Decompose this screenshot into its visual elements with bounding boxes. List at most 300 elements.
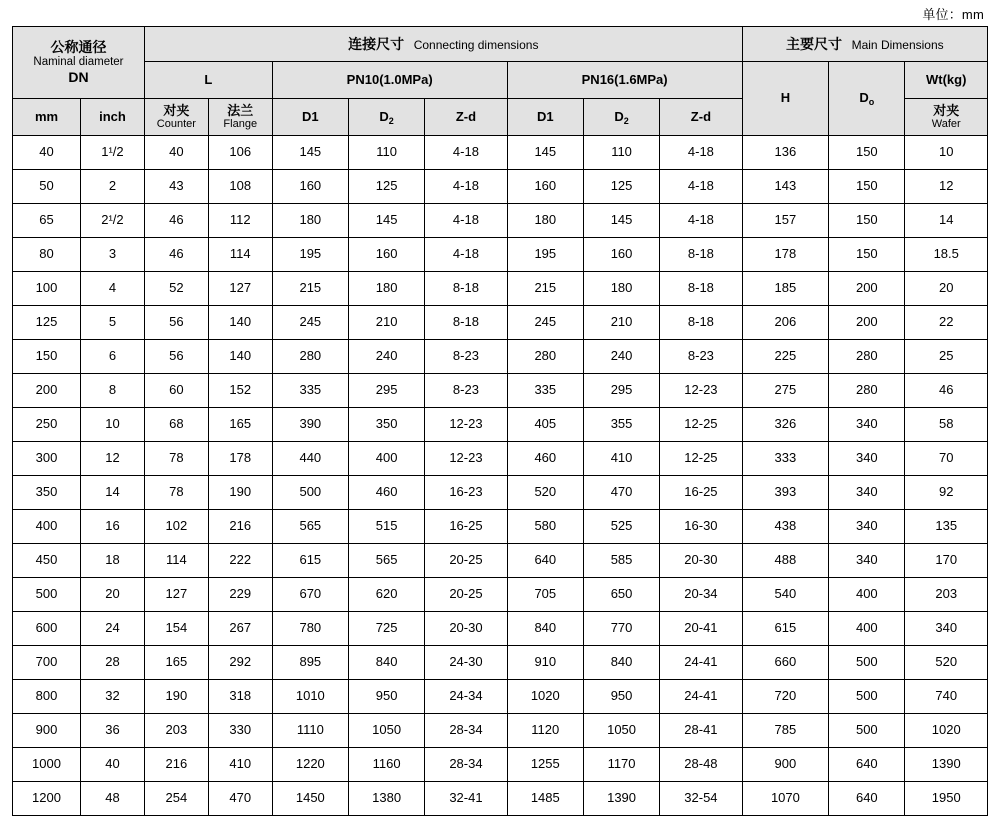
cell-flange: 410 (208, 748, 272, 782)
cell-h: 540 (742, 578, 829, 612)
cell-inch: 6 (81, 340, 145, 374)
header-weight: Wt(kg) (905, 62, 988, 99)
header-pn16: PN16(1.6MPa) (507, 62, 742, 99)
header-flange (208, 99, 272, 136)
table-row (13, 782, 988, 816)
cell-h: 438 (742, 510, 829, 544)
cell-p10-zd: 20-25 (425, 544, 507, 578)
cell-p10-d1: 1450 (272, 782, 348, 816)
cell-d0: 400 (829, 612, 905, 646)
cell-d0: 340 (829, 544, 905, 578)
header-main-en: Main Dimensions (851, 37, 944, 52)
cell-p10-d2: 125 (348, 170, 424, 204)
cell-inch: 28 (81, 646, 145, 680)
cell-p10-d2: 840 (348, 646, 424, 680)
cell-wt: 12 (905, 170, 988, 204)
cell-p10-zd: 16-25 (425, 510, 507, 544)
cell-p16-d2: 950 (583, 680, 659, 714)
cell-wt: 170 (905, 544, 988, 578)
cell-inch: 32 (81, 680, 145, 714)
cell-d0: 640 (829, 748, 905, 782)
table-row (13, 544, 988, 578)
table-row (13, 306, 988, 340)
cell-p16-d2: 525 (583, 510, 659, 544)
cell-d0: 640 (829, 782, 905, 816)
cell-p10-d1: 440 (272, 442, 348, 476)
cell-inch: 18 (81, 544, 145, 578)
cell-flange: 470 (208, 782, 272, 816)
cell-p16-d2: 470 (583, 476, 659, 510)
cell-p16-d1: 705 (507, 578, 583, 612)
header-pn16-zd: Z-d (660, 99, 742, 136)
cell-p10-d2: 160 (348, 238, 424, 272)
header-pn16-d1: D1 (507, 99, 583, 136)
cell-p16-zd: 8-18 (660, 272, 742, 306)
cell-p10-d1: 615 (272, 544, 348, 578)
cell-p16-zd: 8-23 (660, 340, 742, 374)
cell-p16-zd: 16-30 (660, 510, 742, 544)
header-l: L (144, 62, 272, 99)
cell-flange: 178 (208, 442, 272, 476)
table-row (13, 204, 988, 238)
table-row (13, 646, 988, 680)
cell-h: 185 (742, 272, 829, 306)
cell-wt: 58 (905, 408, 988, 442)
cell-p16-d1: 335 (507, 374, 583, 408)
cell-flange: 106 (208, 136, 272, 170)
cell-p10-d1: 180 (272, 204, 348, 238)
cell-wt: 1950 (905, 782, 988, 816)
cell-h: 157 (742, 204, 829, 238)
cell-d0: 150 (829, 204, 905, 238)
cell-p16-d1: 1120 (507, 714, 583, 748)
cell-h: 1070 (742, 782, 829, 816)
cell-mm: 100 (13, 272, 81, 306)
table-header (13, 27, 988, 136)
dimensions-table (12, 26, 988, 816)
cell-p16-d1: 145 (507, 136, 583, 170)
cell-p10-d2: 460 (348, 476, 424, 510)
cell-inch: 5 (81, 306, 145, 340)
cell-d0: 340 (829, 510, 905, 544)
cell-flange: 330 (208, 714, 272, 748)
cell-p16-d2: 1390 (583, 782, 659, 816)
cell-p16-zd: 20-34 (660, 578, 742, 612)
cell-wt: 46 (905, 374, 988, 408)
cell-p16-d2: 770 (583, 612, 659, 646)
cell-h: 178 (742, 238, 829, 272)
cell-counter: 56 (144, 340, 208, 374)
cell-mm: 350 (13, 476, 81, 510)
cell-p10-zd: 4-18 (425, 170, 507, 204)
cell-wt: 135 (905, 510, 988, 544)
cell-counter: 78 (144, 442, 208, 476)
cell-flange: 292 (208, 646, 272, 680)
cell-inch: 48 (81, 782, 145, 816)
cell-counter: 190 (144, 680, 208, 714)
cell-p16-d1: 215 (507, 272, 583, 306)
cell-p10-d1: 245 (272, 306, 348, 340)
cell-mm: 450 (13, 544, 81, 578)
cell-p16-d2: 410 (583, 442, 659, 476)
cell-counter: 102 (144, 510, 208, 544)
cell-p10-d1: 895 (272, 646, 348, 680)
table-row (13, 748, 988, 782)
cell-p16-d1: 1255 (507, 748, 583, 782)
cell-inch: 4 (81, 272, 145, 306)
cell-flange: 165 (208, 408, 272, 442)
cell-p10-d2: 240 (348, 340, 424, 374)
cell-wt: 22 (905, 306, 988, 340)
cell-p16-zd: 24-41 (660, 680, 742, 714)
header-nominal-diameter-en: Naminal diameter (33, 55, 124, 68)
header-main-cn: 主要尺寸 (785, 35, 842, 52)
cell-p10-d2: 295 (348, 374, 424, 408)
cell-p16-d1: 520 (507, 476, 583, 510)
cell-p10-d2: 725 (348, 612, 424, 646)
cell-p10-d2: 145 (348, 204, 424, 238)
cell-p16-d1: 280 (507, 340, 583, 374)
cell-mm: 500 (13, 578, 81, 612)
cell-flange: 216 (208, 510, 272, 544)
cell-p16-zd: 12-25 (660, 408, 742, 442)
table-row (13, 408, 988, 442)
cell-p10-d2: 180 (348, 272, 424, 306)
cell-h: 136 (742, 136, 829, 170)
cell-p16-zd: 16-25 (660, 476, 742, 510)
cell-mm: 1200 (13, 782, 81, 816)
cell-mm: 600 (13, 612, 81, 646)
cell-p16-d1: 195 (507, 238, 583, 272)
cell-p10-d1: 670 (272, 578, 348, 612)
cell-p10-zd: 8-18 (425, 306, 507, 340)
cell-p16-zd: 32-54 (660, 782, 742, 816)
cell-counter: 46 (144, 238, 208, 272)
cell-p10-d2: 1160 (348, 748, 424, 782)
cell-inch: 2 (81, 170, 145, 204)
cell-d0: 150 (829, 238, 905, 272)
cell-flange: 152 (208, 374, 272, 408)
cell-mm: 1000 (13, 748, 81, 782)
cell-mm: 900 (13, 714, 81, 748)
cell-p10-d2: 210 (348, 306, 424, 340)
cell-p16-zd: 12-23 (660, 374, 742, 408)
cell-counter: 68 (144, 408, 208, 442)
cell-p16-d2: 110 (583, 136, 659, 170)
cell-p10-d1: 390 (272, 408, 348, 442)
cell-mm: 200 (13, 374, 81, 408)
cell-inch: 24 (81, 612, 145, 646)
header-mm: mm (13, 99, 81, 136)
cell-flange: 229 (208, 578, 272, 612)
cell-p16-d2: 295 (583, 374, 659, 408)
table-row (13, 612, 988, 646)
cell-p10-d1: 500 (272, 476, 348, 510)
cell-p16-d1: 160 (507, 170, 583, 204)
cell-flange: 140 (208, 306, 272, 340)
cell-d0: 150 (829, 170, 905, 204)
cell-p16-zd: 4-18 (660, 136, 742, 170)
header-pn10-zd: Z-d (425, 99, 507, 136)
cell-p10-d1: 780 (272, 612, 348, 646)
cell-wt: 18.5 (905, 238, 988, 272)
cell-mm: 400 (13, 510, 81, 544)
cell-wt: 10 (905, 136, 988, 170)
cell-p16-d1: 405 (507, 408, 583, 442)
cell-p10-zd: 12-23 (425, 442, 507, 476)
cell-counter: 52 (144, 272, 208, 306)
cell-inch: 2¹/2 (81, 204, 145, 238)
cell-counter: 78 (144, 476, 208, 510)
cell-mm: 125 (13, 306, 81, 340)
cell-counter: 46 (144, 204, 208, 238)
header-main-dimensions (742, 27, 987, 62)
header-wafer-en: Wafer (931, 118, 961, 131)
cell-p10-d2: 565 (348, 544, 424, 578)
header-connecting-cn: 连接尺寸 (348, 35, 405, 52)
cell-p16-d1: 580 (507, 510, 583, 544)
cell-p10-d1: 1110 (272, 714, 348, 748)
cell-p10-zd: 28-34 (425, 748, 507, 782)
cell-mm: 50 (13, 170, 81, 204)
cell-counter: 114 (144, 544, 208, 578)
table-row (13, 238, 988, 272)
cell-inch: 40 (81, 748, 145, 782)
cell-p10-zd: 4-18 (425, 136, 507, 170)
header-nominal-diameter (13, 27, 145, 99)
cell-inch: 16 (81, 510, 145, 544)
cell-h: 785 (742, 714, 829, 748)
table-row (13, 578, 988, 612)
cell-p10-d1: 1220 (272, 748, 348, 782)
table-row (13, 714, 988, 748)
cell-wt: 1020 (905, 714, 988, 748)
table-row (13, 476, 988, 510)
cell-d0: 200 (829, 306, 905, 340)
cell-counter: 56 (144, 306, 208, 340)
cell-flange: 267 (208, 612, 272, 646)
header-counter (144, 99, 208, 136)
cell-h: 660 (742, 646, 829, 680)
cell-inch: 12 (81, 442, 145, 476)
cell-p10-zd: 12-23 (425, 408, 507, 442)
cell-p10-zd: 24-30 (425, 646, 507, 680)
cell-h: 488 (742, 544, 829, 578)
cell-p10-zd: 16-23 (425, 476, 507, 510)
cell-p16-zd: 8-18 (660, 238, 742, 272)
cell-p10-d2: 110 (348, 136, 424, 170)
cell-d0: 280 (829, 374, 905, 408)
header-nominal-diameter-abbr: DN (68, 69, 89, 86)
cell-p10-d1: 565 (272, 510, 348, 544)
cell-inch: 3 (81, 238, 145, 272)
cell-p16-zd: 28-41 (660, 714, 742, 748)
header-wafer (905, 99, 988, 136)
header-pn10-d2: $D_2$ (348, 99, 424, 136)
cell-flange: 112 (208, 204, 272, 238)
cell-counter: 40 (144, 136, 208, 170)
table-row (13, 136, 988, 170)
header-connecting-dimensions (144, 27, 742, 62)
table-row (13, 374, 988, 408)
cell-p16-d1: 1485 (507, 782, 583, 816)
cell-p16-d2: 585 (583, 544, 659, 578)
header-flange-en: Flange (223, 118, 258, 131)
cell-mm: 150 (13, 340, 81, 374)
cell-d0: 340 (829, 408, 905, 442)
cell-h: 326 (742, 408, 829, 442)
cell-p16-d2: 355 (583, 408, 659, 442)
cell-p10-zd: 4-18 (425, 204, 507, 238)
cell-d0: 150 (829, 136, 905, 170)
cell-inch: 36 (81, 714, 145, 748)
table-row (13, 272, 988, 306)
cell-h: 275 (742, 374, 829, 408)
cell-p16-d1: 245 (507, 306, 583, 340)
cell-h: 720 (742, 680, 829, 714)
cell-p10-d1: 280 (272, 340, 348, 374)
cell-d0: 340 (829, 476, 905, 510)
cell-d0: 340 (829, 442, 905, 476)
cell-d0: 280 (829, 340, 905, 374)
cell-p10-zd: 20-30 (425, 612, 507, 646)
cell-p10-zd: 28-34 (425, 714, 507, 748)
cell-p16-d2: 210 (583, 306, 659, 340)
cell-p16-zd: 12-25 (660, 442, 742, 476)
cell-counter: 154 (144, 612, 208, 646)
header-connecting-en: Connecting dimensions (413, 37, 539, 52)
cell-p10-d1: 335 (272, 374, 348, 408)
cell-d0: 200 (829, 272, 905, 306)
cell-h: 393 (742, 476, 829, 510)
cell-wt: 25 (905, 340, 988, 374)
cell-p16-zd: 4-18 (660, 204, 742, 238)
cell-p16-d1: 1020 (507, 680, 583, 714)
cell-p10-d2: 950 (348, 680, 424, 714)
cell-p10-d2: 400 (348, 442, 424, 476)
cell-mm: 700 (13, 646, 81, 680)
table-row (13, 442, 988, 476)
cell-wt: 1390 (905, 748, 988, 782)
cell-wt: 20 (905, 272, 988, 306)
cell-p10-d2: 620 (348, 578, 424, 612)
cell-p16-d2: 240 (583, 340, 659, 374)
header-counter-cn: 对夹 (163, 102, 190, 118)
header-h: H (742, 62, 829, 136)
cell-flange: 127 (208, 272, 272, 306)
cell-wt: 740 (905, 680, 988, 714)
cell-inch: 14 (81, 476, 145, 510)
cell-wt: 203 (905, 578, 988, 612)
cell-inch: 8 (81, 374, 145, 408)
cell-p10-d2: 1380 (348, 782, 424, 816)
cell-flange: 222 (208, 544, 272, 578)
cell-mm: 250 (13, 408, 81, 442)
cell-p16-d2: 160 (583, 238, 659, 272)
cell-mm: 40 (13, 136, 81, 170)
cell-h: 615 (742, 612, 829, 646)
cell-p10-d2: 1050 (348, 714, 424, 748)
cell-p16-zd: 8-18 (660, 306, 742, 340)
cell-p10-d1: 195 (272, 238, 348, 272)
header-pn10-d1: D1 (272, 99, 348, 136)
cell-wt: 14 (905, 204, 988, 238)
cell-counter: 60 (144, 374, 208, 408)
cell-wt: 92 (905, 476, 988, 510)
cell-p16-d2: 145 (583, 204, 659, 238)
cell-p16-d1: 910 (507, 646, 583, 680)
cell-p16-d2: 1050 (583, 714, 659, 748)
header-counter-en: Counter (156, 118, 196, 131)
cell-inch: 10 (81, 408, 145, 442)
cell-inch: 20 (81, 578, 145, 612)
cell-p10-d1: 215 (272, 272, 348, 306)
cell-p10-d2: 515 (348, 510, 424, 544)
cell-wt: 520 (905, 646, 988, 680)
cell-counter: 127 (144, 578, 208, 612)
cell-mm: 65 (13, 204, 81, 238)
cell-p10-zd: 24-34 (425, 680, 507, 714)
cell-flange: 190 (208, 476, 272, 510)
cell-wt: 70 (905, 442, 988, 476)
cell-p10-d2: 350 (348, 408, 424, 442)
cell-counter: 216 (144, 748, 208, 782)
unit-note: 单位：mm (922, 7, 984, 22)
cell-p10-zd: 4-18 (425, 238, 507, 272)
cell-h: 206 (742, 306, 829, 340)
cell-p16-zd: 4-18 (660, 170, 742, 204)
cell-mm: 800 (13, 680, 81, 714)
cell-d0: 400 (829, 578, 905, 612)
header-inch: inch (81, 99, 145, 136)
cell-p16-d1: 840 (507, 612, 583, 646)
cell-h: 333 (742, 442, 829, 476)
cell-d0: 500 (829, 680, 905, 714)
table-row (13, 340, 988, 374)
cell-d0: 500 (829, 646, 905, 680)
cell-mm: 300 (13, 442, 81, 476)
cell-p16-d2: 650 (583, 578, 659, 612)
cell-p16-d1: 460 (507, 442, 583, 476)
cell-wt: 340 (905, 612, 988, 646)
header-d0: $D_o$ (829, 62, 905, 136)
cell-p16-d2: 180 (583, 272, 659, 306)
cell-p16-zd: 24-41 (660, 646, 742, 680)
cell-p10-d1: 160 (272, 170, 348, 204)
cell-h: 900 (742, 748, 829, 782)
cell-p16-zd: 20-30 (660, 544, 742, 578)
table-body (13, 136, 988, 816)
cell-counter: 254 (144, 782, 208, 816)
header-flange-cn: 法兰 (227, 102, 254, 118)
cell-counter: 43 (144, 170, 208, 204)
table-row (13, 680, 988, 714)
cell-flange: 108 (208, 170, 272, 204)
cell-p10-zd: 8-18 (425, 272, 507, 306)
header-pn16-d2: $D_2$ (583, 99, 659, 136)
cell-h: 143 (742, 170, 829, 204)
cell-p10-zd: 32-41 (425, 782, 507, 816)
cell-flange: 114 (208, 238, 272, 272)
header-pn10: PN10(1.0MPa) (272, 62, 507, 99)
cell-p16-d1: 640 (507, 544, 583, 578)
cell-p16-zd: 20-41 (660, 612, 742, 646)
cell-p10-d1: 1010 (272, 680, 348, 714)
cell-p16-d2: 1170 (583, 748, 659, 782)
cell-flange: 140 (208, 340, 272, 374)
cell-p16-zd: 28-48 (660, 748, 742, 782)
cell-h: 225 (742, 340, 829, 374)
